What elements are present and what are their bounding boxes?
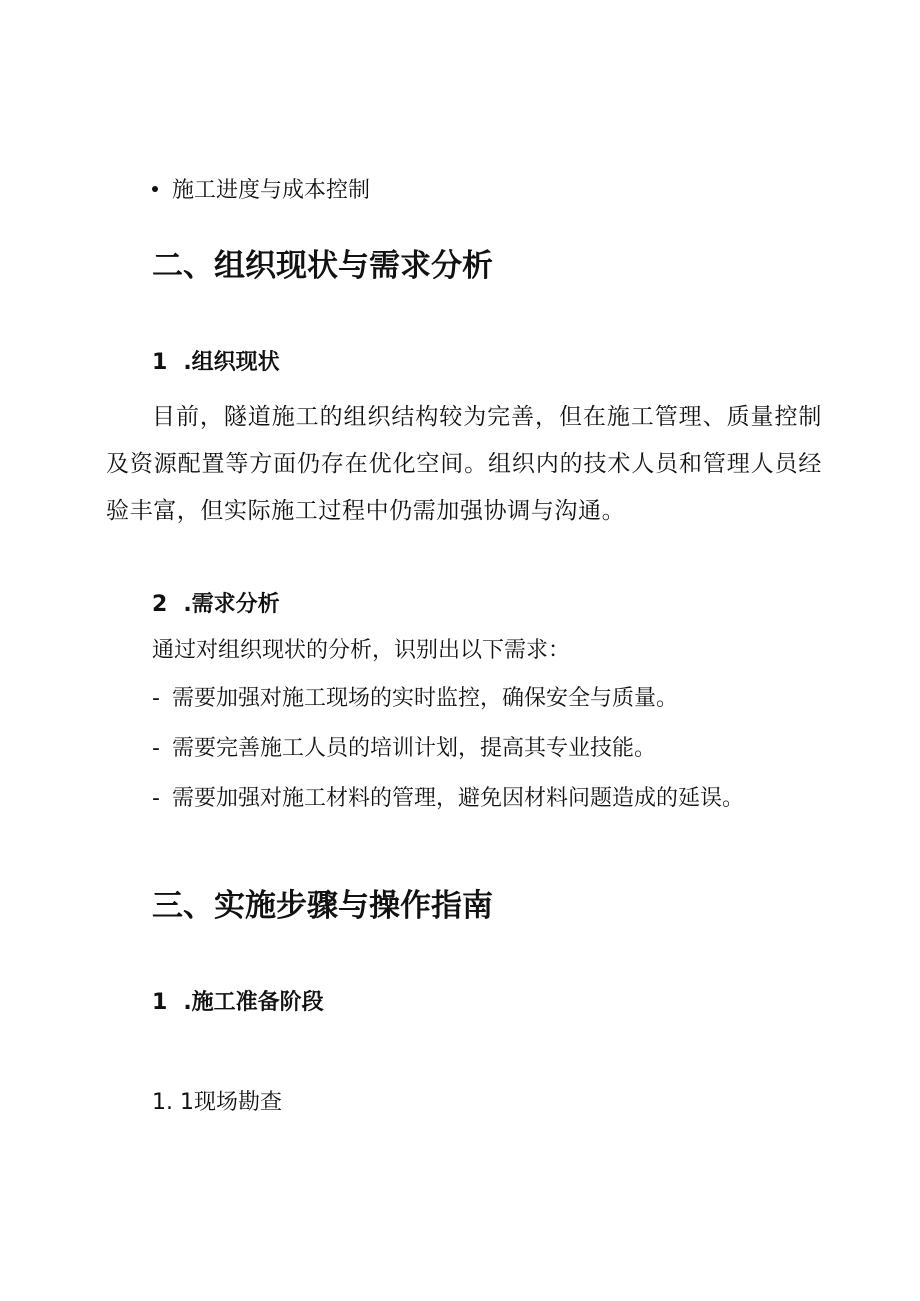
- list-item: [152, 684, 678, 714]
- dash-marker: -: [152, 736, 160, 761]
- subsection-number: 1: [152, 990, 168, 1015]
- sub-subsection-heading-site-survey: 1. 1现场勘查: [152, 1090, 282, 1115]
- section-heading-2: 二、组织现状与需求分析: [152, 248, 493, 284]
- list-item-text: 需要完善施工人员的培训计划，提高其专业技能。: [171, 736, 656, 761]
- bullet-item-text: 施工进度与成本控制: [172, 178, 371, 203]
- subsection-heading-prep-stage: [152, 988, 324, 1018]
- list-item-text: 需要加强对施工现场的实时监控，确保安全与质量。: [171, 686, 678, 711]
- subsection-number: 1: [152, 350, 168, 375]
- section-heading-3: 三、实施步骤与操作指南: [152, 888, 493, 924]
- subsection-number: 2: [152, 592, 168, 617]
- list-item: [152, 734, 656, 764]
- subsection-title: .组织现状: [183, 350, 280, 375]
- list-item-text: 需要加强对施工材料的管理，避免因材料问题造成的延误。: [171, 786, 744, 811]
- needs-intro-text: 通过对组织现状的分析，识别出以下需求：: [152, 638, 571, 663]
- dash-marker: -: [152, 786, 160, 811]
- subsection-heading-org-status: [152, 348, 280, 378]
- bullet-icon: [152, 186, 158, 192]
- subsection-title: .需求分析: [183, 592, 280, 617]
- subsection-title: .施工准备阶段: [183, 990, 324, 1015]
- subsection-heading-needs-analysis: [152, 590, 280, 620]
- bullet-list-item: [152, 176, 370, 206]
- dash-marker: -: [152, 686, 160, 711]
- org-status-paragraph: 目前，隧道施工的组织结构较为完善，但在施工管理、质量控制及资源配置等方面仍存在优化空间。组织内的技术人员和管理人员经验丰富，但实际施工过程中仍需加强协调与沟通。: [106, 404, 822, 524]
- list-item: [152, 784, 744, 814]
